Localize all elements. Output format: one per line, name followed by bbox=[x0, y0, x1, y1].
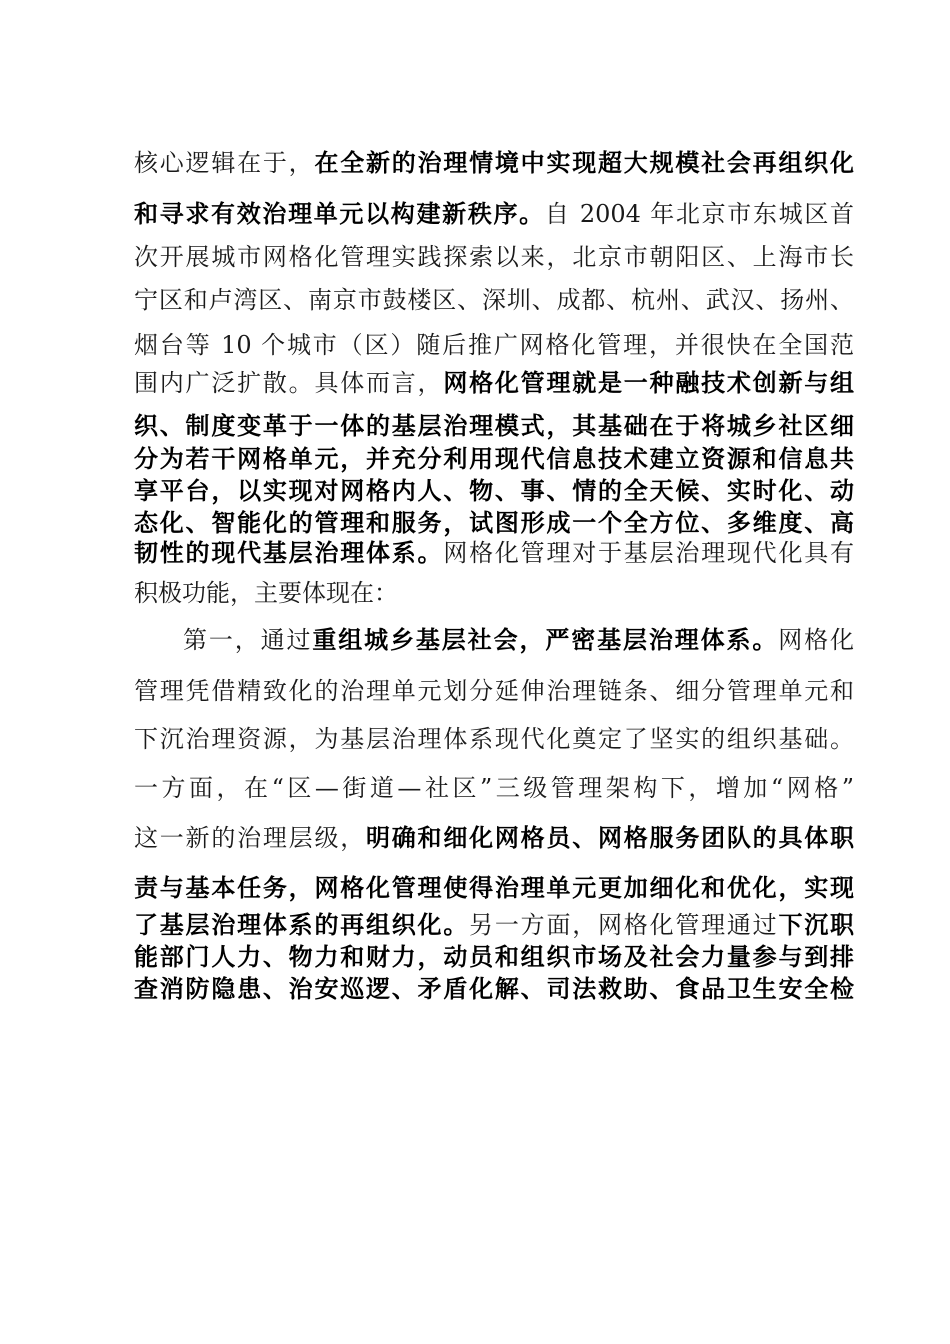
text-line: 管理凭借精致化的治理单元划分延伸治理链条、细分管理单元和 bbox=[134, 677, 854, 705]
bold-text-run: 网格化管理就是一种融技术创新与组 bbox=[443, 369, 855, 397]
text-line bbox=[134, 910, 854, 940]
bold-text-run: 韧性的现代基层治理体系。 bbox=[134, 539, 444, 567]
text-line bbox=[134, 199, 854, 229]
text-line: 积极功能，主要体现在： bbox=[134, 579, 398, 607]
bold-text-line: 责与基本任务，网格化管理使得治理单元更加细化和优化，实现 bbox=[134, 874, 854, 902]
text-line bbox=[134, 823, 854, 853]
bold-text-line: 享平台，以实现对网格内人、物、事、情的全天候、实时化、动 bbox=[134, 477, 854, 505]
text-line: 宁区和卢湾区、南京市鼓楼区、深圳、成都、杭州、武汉、扬州、 bbox=[134, 286, 854, 314]
text-run: 核心逻辑在于， bbox=[134, 149, 315, 177]
text-line: 下沉治理资源，为基层治理体系现代化奠定了坚实的组织基础。 bbox=[134, 725, 854, 753]
bold-text-line: 态化、智能化的管理和服务，试图形成一个全方位、多维度、高 bbox=[134, 509, 854, 537]
text-line: 次开展城市网格化管理实践探索以来，北京市朝阳区、上海市长 bbox=[134, 243, 854, 271]
text-run: 自 2004 年北京市东城区首 bbox=[544, 200, 855, 228]
bold-text-run: 了基层治理体系的再组织化。 bbox=[134, 911, 470, 939]
text-line bbox=[134, 368, 854, 398]
bold-text-line: 分为若干网格单元，并充分利用现代信息技术建立资源和信息共 bbox=[134, 445, 854, 473]
text-line bbox=[134, 148, 854, 178]
bold-text-run: 和寻求有效治理单元以构建新秩序。 bbox=[134, 200, 545, 228]
bold-text-line: 能部门人力、物力和财力，动员和组织市场及社会力量参与到排 bbox=[134, 943, 854, 971]
bold-text-run: 重组城乡基层社会，严密基层治理体系。 bbox=[312, 626, 779, 654]
text-run: 围内广泛扩散。具体而言， bbox=[134, 369, 444, 397]
text-line bbox=[183, 625, 854, 655]
text-line bbox=[134, 538, 854, 568]
text-run: 这一新的治理层级， bbox=[134, 824, 366, 852]
text-run: 网格化 bbox=[778, 626, 855, 654]
bold-text-run: 在全新的治理情境中实现超大规模社会再组织化 bbox=[314, 149, 855, 177]
bold-text-line: 织、制度变革于一体的基层治理模式，其基础在于将城乡社区细 bbox=[134, 412, 854, 440]
text-line: 烟台等 10 个城市（区）随后推广网格化管理，并很快在全国范 bbox=[134, 331, 854, 359]
text-run: 网格化管理对于基层治理现代化具有 bbox=[443, 539, 855, 567]
text-line: 一方面，在“区—街道—社区”三级管理架构下，增加“网格” bbox=[134, 774, 854, 802]
text-run: 第一，通过 bbox=[183, 626, 313, 654]
bold-text-run: 明确和细化网格员、网格服务团队的具体职 bbox=[366, 824, 854, 852]
bold-text-run: 下沉职 bbox=[778, 911, 855, 939]
bold-text-line: 查消防隐患、治安巡逻、矛盾化解、司法救助、食品卫生安全检 bbox=[134, 975, 854, 1003]
text-run: 另一方面，网格化管理通过 bbox=[469, 911, 779, 939]
